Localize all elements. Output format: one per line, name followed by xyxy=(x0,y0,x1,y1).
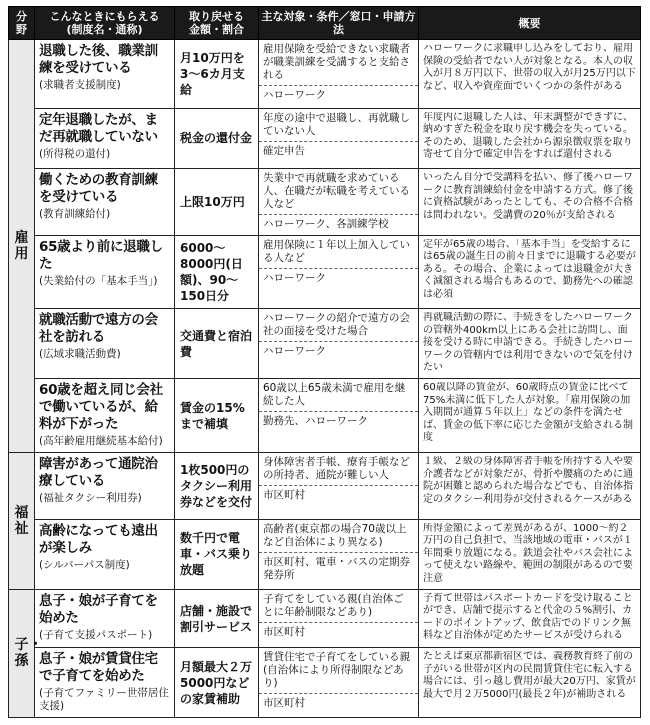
target-cell xyxy=(259,453,419,520)
window-text: ハローワーク xyxy=(259,341,418,361)
case-title: 60歳を超え同じ会社で働いているが、給料が下がった xyxy=(39,382,163,433)
system-name: (子育て支援パスポート) xyxy=(39,628,153,641)
case-title: 退職した後、職業訓練を受けている xyxy=(39,43,158,76)
category-label: 福祉 xyxy=(14,504,29,537)
table-row xyxy=(9,589,641,648)
benefits-table xyxy=(8,6,641,718)
header-amount: 取り戻せる 金額・割合 xyxy=(175,7,259,40)
target-cell xyxy=(259,648,419,718)
condition-text: 60歳以上65歳未満で雇用を継続した人 xyxy=(263,382,406,408)
table-row xyxy=(9,453,641,520)
amount-cell: 税金の還付金 xyxy=(175,108,259,169)
overview-text: ハローワークに求職申し込みをしており、雇用保険の受給者でない人が対象となる。本人の収入が月８万円以下、世帯の収入が月25万円以下など、収入や資産面でいくつかの条件がある xyxy=(423,43,636,92)
header-case: こんなときにもらえる (制度名・通称) xyxy=(35,7,175,40)
target-cell xyxy=(259,309,419,379)
case-cell xyxy=(35,40,175,109)
overview-cell xyxy=(419,519,641,589)
case-title: 65歳より前に退職した xyxy=(39,238,163,272)
window-text: ハローワーク xyxy=(259,85,418,105)
amount-cell: 賃金の15%まで補填 xyxy=(175,379,259,453)
system-name: (失業給付の「基本手当」) xyxy=(39,274,158,287)
overview-text: 60歳以降の賃金が、60歳時点の賃金に比べて75%未満に低下した人が対象。「雇用保険の加入期間が通算５年以上」などの条件を満たせば、賃金の低下率に応じた金額が支給される制度 xyxy=(423,382,633,444)
header-row xyxy=(9,7,641,40)
condition-text: 賃貸住宅で子育てをしている親(自治体により所得制限などあり) xyxy=(263,651,410,690)
condition-text: 雇用保険を受給できない求職者が職業訓練を受講すると支給される xyxy=(263,43,410,81)
system-name: (高年齢雇用継続基本給付) xyxy=(39,435,163,448)
overview-text: 再就職活動の際に、手続きをしたハローワークの管轄外400km以上にある会社に訪問し、面接を受ける時に申請できる。手続きしたハローワークの管轄内では利用できないので気を付けたい xyxy=(423,312,633,374)
overview-cell xyxy=(419,40,641,109)
system-name: (求職者支援制度) xyxy=(39,79,121,91)
window-text: ハローワーク xyxy=(259,268,418,288)
table-row xyxy=(9,648,641,718)
header-field: 分野 xyxy=(9,7,35,40)
case-title: 高齢になっても遠出が楽しみ xyxy=(39,522,158,556)
window-text: 市区町村 xyxy=(259,622,418,642)
condition-text: 子育てをしている親(自治体ごとに年齢制限などあり) xyxy=(263,592,404,618)
condition-text: 年度の途中で退職し、再就職していない人 xyxy=(263,111,410,137)
overview-cell xyxy=(419,235,641,309)
window-text: 勤務先、ハローワーク xyxy=(259,411,418,431)
overview-text: 定年が65歳の場合、「基本手当」を受給するには65歳の誕生日の前々日までに退職する必要がある。その場合、企業によっては退職金が大きく減額される場合もあるので、勤務先への確認は必須 xyxy=(423,238,636,300)
case-cell xyxy=(35,108,175,169)
system-name: (シルバーパス制度) xyxy=(39,558,130,571)
table-row xyxy=(9,519,641,589)
system-name: (教育訓練給付) xyxy=(39,208,111,221)
case-title: 働くための教育訓練を受けている xyxy=(39,172,158,206)
case-cell xyxy=(35,648,175,718)
condition-text: 高齢者(東京都の場合70歳以上など自治体により異なる) xyxy=(263,522,407,548)
target-cell xyxy=(259,40,419,109)
case-title: 息子・娘が賃貸住宅で子育てを始めた xyxy=(39,651,158,685)
table-row xyxy=(9,235,641,309)
window-text: 市区町村、電車・バスの定期券発券所 xyxy=(259,552,418,585)
window-text: 市区町村 xyxy=(259,693,418,713)
table-row xyxy=(9,309,641,379)
header-target: 主な対象・条件／窓口・申請方法 xyxy=(259,7,419,40)
condition-text: 失業中で再就職を求めている人、在職だが転職を考えている人など xyxy=(263,172,410,211)
system-name: (福祉タクシー利用券) xyxy=(39,492,142,505)
case-cell xyxy=(35,519,175,589)
case-title: 息子・娘が子育てを始めた xyxy=(39,592,158,626)
overview-cell xyxy=(419,589,641,648)
condition-text: ハローワークの紹介で遠方の会社の面接を受けた場合 xyxy=(263,312,410,338)
table-row xyxy=(9,379,641,453)
target-cell xyxy=(259,589,419,648)
window-text: 市区町村 xyxy=(259,485,418,505)
target-cell xyxy=(259,379,419,453)
amount-cell: 上限10万円 xyxy=(175,169,259,236)
amount-cell: 月10万円を3〜6カ月支給 xyxy=(175,40,259,109)
amount-cell: 数千円で電車・バス乗り放題 xyxy=(175,519,259,589)
overview-text: 子育て世帯はパスポートカードを受け取ることができ、店舗で提示すると代金の５%割引、カードのポイントアップ、飲食店でのドリンク無料など自治体が定めたサービスが受けられる xyxy=(423,592,633,642)
header-overview: 概要 xyxy=(419,7,641,40)
target-cell xyxy=(259,519,419,589)
overview-text: いったん自分で受講料を払い、修了後ハローワークに教育訓練給付金を申請する方式。修了後に資格試験があったとしても、その合格不合格は問われない。受講費の20％が支給される xyxy=(423,172,633,221)
target-cell xyxy=(259,108,419,169)
case-cell xyxy=(35,309,175,379)
overview-cell xyxy=(419,309,641,379)
case-title: 定年退職したが、まだ再就職していない xyxy=(39,111,158,145)
case-cell xyxy=(35,379,175,453)
window-text: ハローワーク、各訓練学校 xyxy=(259,214,418,234)
overview-cell xyxy=(419,379,641,453)
amount-cell: 交通費と宿泊費 xyxy=(175,309,259,379)
overview-text: １級、２級の身体障害者手帳を所持する人や要介護者などが対象だが、骨折や腰痛のために通院が困難と認められた場合などでも、自治体指定のタクシー利用券が交付されるケースがある xyxy=(423,456,633,505)
condition-text: 身体障害者手帳、療育手帳などの所持者、通院が難しい人 xyxy=(263,456,410,482)
overview-cell xyxy=(419,169,641,236)
case-cell xyxy=(35,453,175,520)
window-text: 確定申告 xyxy=(259,141,418,161)
case-title: 就職活動で遠方の会社を訪れる xyxy=(39,312,158,346)
overview-text: 所得金額によって差異があるが、1000〜約２万円の自己負担で、当該地域の電車・バスが１年間乗り放題になる。鉄道会社やバス会社によって使えない路線や、範囲の制限があるので要注意 xyxy=(423,522,633,584)
overview-text: 年度内に退職した人は、年末調整ができずに、納めすぎた税金を取り戻す機会を失っている。そのため、退職した会社から源泉徴収票を取り寄せて自分で確定申告をすれば還付される xyxy=(423,111,633,161)
overview-text: たとえば東京都新宿区では、義務教育終了前の子がいる世帯が区内の民間賃貸住宅に転入する場合には、引っ越し費用が最大20万円、家賃が最大で月２万5000円(最長２年)が補助される xyxy=(423,651,636,700)
system-name: (広域求職活動費) xyxy=(39,348,121,361)
amount-cell: 店舗・施設で割引サービス xyxy=(175,589,259,648)
table-row xyxy=(9,40,641,109)
overview-cell xyxy=(419,648,641,718)
table-row xyxy=(9,108,641,169)
system-name: (所得税の還付) xyxy=(39,147,111,160)
category-label: 雇用 xyxy=(14,230,29,263)
category-welfare xyxy=(9,453,35,590)
overview-cell xyxy=(419,453,641,520)
amount-cell: 1枚500円のタクシー利用券などを交付 xyxy=(175,453,259,520)
category-employment xyxy=(9,40,35,453)
category-children xyxy=(9,589,43,717)
target-cell xyxy=(259,235,419,309)
case-cell xyxy=(35,169,175,236)
category-label: 子・孫 xyxy=(14,637,43,670)
condition-text: 雇用保険に１年以上加入している人など xyxy=(263,238,410,264)
amount-cell: 月額最大２万5000円などの家賃補助 xyxy=(175,648,259,718)
case-cell xyxy=(35,235,175,309)
case-title: 障害があって通院治療している xyxy=(39,456,158,490)
amount-cell: 6000〜8000円(日額)、90〜150日分 xyxy=(175,235,259,309)
system-name: (子育てファミリー世帯居住支援) xyxy=(39,687,169,713)
table-row xyxy=(9,169,641,236)
case-cell xyxy=(35,589,175,648)
overview-cell xyxy=(419,108,641,169)
target-cell xyxy=(259,169,419,236)
